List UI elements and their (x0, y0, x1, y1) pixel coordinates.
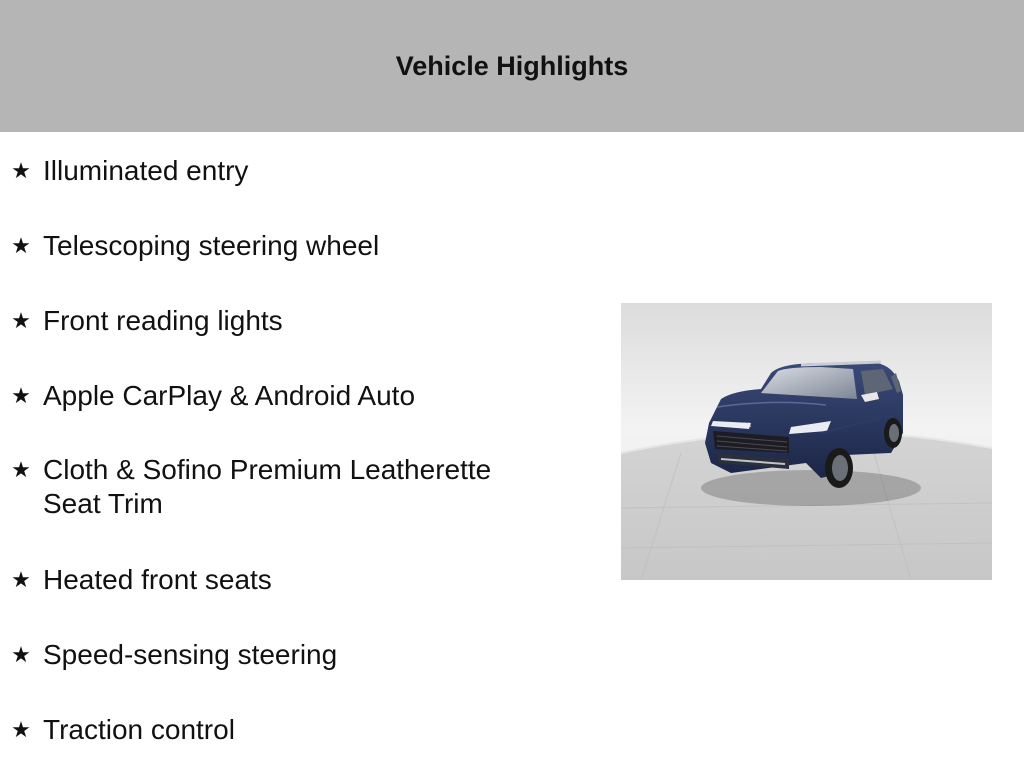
highlight-label: Heated front seats (43, 564, 272, 595)
highlight-label: Traction control (43, 714, 235, 745)
list-item (0, 304, 560, 338)
star-icon: ★ (11, 717, 31, 742)
highlight-label: Illuminated entry (43, 155, 249, 186)
star-icon: ★ (11, 308, 31, 333)
vehicle-photo (621, 303, 992, 580)
page-title: Vehicle Highlights (395, 50, 629, 81)
star-icon: ★ (11, 158, 31, 183)
list-item (0, 154, 560, 188)
highlight-label: Front reading lights (43, 305, 283, 336)
list-item (0, 453, 560, 521)
list-item (0, 379, 560, 413)
list-item (0, 638, 560, 672)
star-icon: ★ (11, 567, 31, 592)
vehicle-image (621, 303, 992, 580)
highlight-label: Speed-sensing steering (43, 639, 338, 670)
highlight-label: Apple CarPlay & Android Auto (43, 380, 416, 411)
star-icon: ★ (11, 457, 31, 482)
list-item (0, 563, 560, 597)
list-item (0, 229, 560, 263)
star-icon: ★ (11, 233, 31, 258)
highlight-label: Telescoping steering wheel (43, 230, 380, 261)
highlight-label: Cloth & Sofino Premium Leatherette Seat Trim (43, 454, 492, 519)
star-icon: ★ (11, 642, 31, 667)
list-item (0, 713, 560, 747)
star-icon: ★ (11, 383, 31, 408)
header-banner (0, 0, 1024, 132)
svg-text:KIA: KIA (741, 422, 751, 429)
